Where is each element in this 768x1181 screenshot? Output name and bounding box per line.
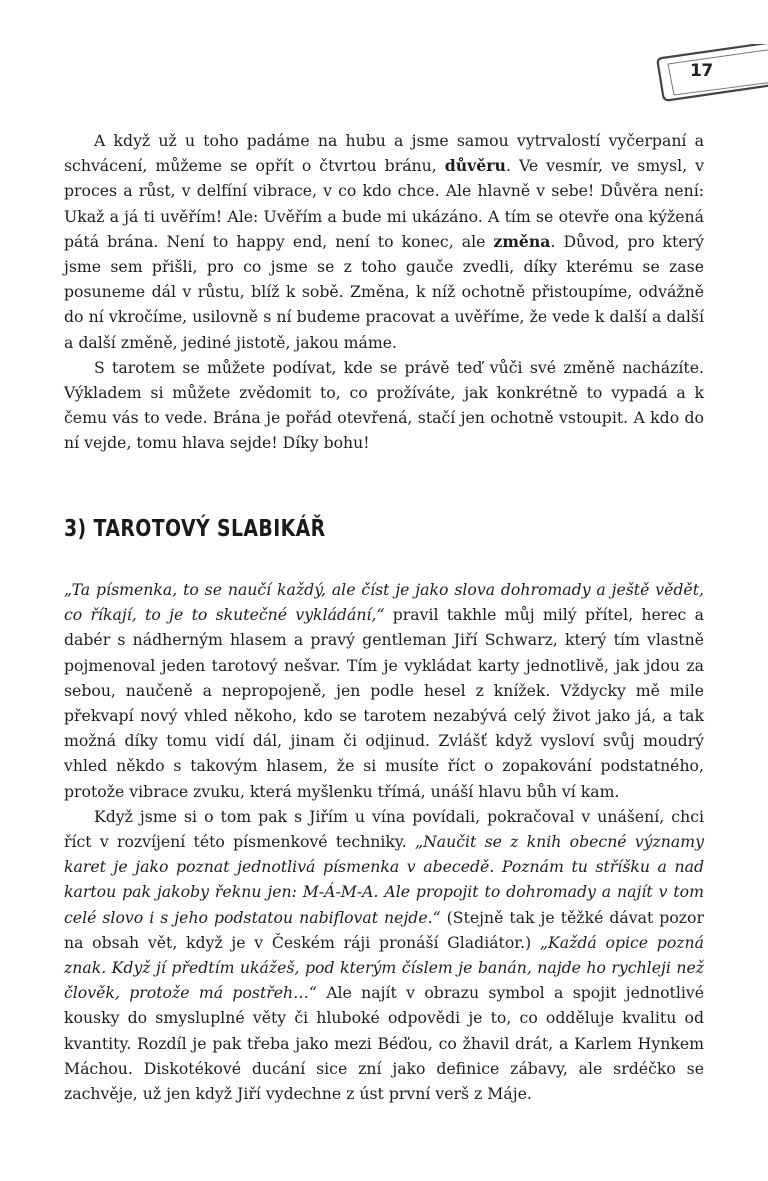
- section-1-text: [64, 128, 704, 456]
- paragraph-trust: [64, 128, 704, 355]
- italic-quote: „Naučit se z knih obecné významy karet je jako poznat jednotlivá písmenka v abecedě. Poznám tu stříšku a nad kartou pak jakoby řeknu jen: M-Á-M-A. Ale propojit to dohromady a najít v tom celé slovo i s jeho podstatou nabiflovat nejde.“: [64, 832, 705, 927]
- section-2-text: [64, 577, 704, 1106]
- paragraph-quote-schwarz: [64, 577, 704, 804]
- text-span: A když už u toho padáme na hubu a jsme samou vytrvalostí vyčerpaní a schvácení, můžeme se opřít o čtvrtou bránu,: [64, 131, 704, 176]
- text-span: Když jsme si o tom pak s Jiřím u vína povídali, pokračoval v unášení, chci říct v rozvíjení této písmenkové techniky.: [64, 806, 704, 852]
- text-span: (Stejně tak je těžké dávat pozor na obsah vět, když je v Českém ráji pronáší Gladiátor.): [64, 907, 704, 952]
- bold-term-change: změna: [493, 231, 551, 251]
- page-number-tab: [650, 44, 768, 102]
- paragraph-tarot-change: S tarotem se můžete podívat, kde se právě teď vůči své změně nacházíte. Výkladem si můžete zvědomit to, co prožíváte, jak konkrétně to vypadá a k čemu vás to vede. Brána je pořád otevřená, stačí jen ochotně vstoupit. A kdo do ní vejde, tomu hlava sejde! Díky bohu!: [64, 357, 704, 453]
- text-span: Ale najít v obrazu symbol a spojit jednotlivé kousky do smysluplné věty či hluboké odpovědi je to, co odděluje kvalitu od kvantity. Rozdíl je pak třeba jako mezi Béďou, co žhavil drát, a Karlem Hynkem Máchou. Diskotékové ducání sice zní jako definice zábavy, ale srdéčko se zachvěje, už jen když Jiří vydechne z úst první verš z Máje.: [64, 983, 705, 1104]
- italic-quote: „Ta písmenka, to se naučí každý, ale číst je jako slova dohromady a ještě vědět, co říkají, to je to skutečné vykládání,“: [64, 580, 704, 625]
- bold-term-trust: důvěru: [444, 156, 506, 176]
- text-span: . Ve vesmír, ve smysl, v proces a růst, v delfíní vibrace, v co kdo chce. Ale hlavně v sebe! Důvěra není: Ukaž a já ti uvěřím! Ale: Uvěřím a bude mi ukázáno. A tím se otevře ona kýžená pátá brána. Není to happy end, není to konec, ale: [64, 156, 704, 251]
- italic-quote: „Každá opice pozná znak. Když jí předtím ukážeš, pod kterým číslem je banán, najde ho rychleji než člověk, protože má postřeh…“: [64, 932, 704, 1003]
- section-heading: 3) TAROTOVÝ SLABIKÁŘ: [64, 516, 326, 542]
- page-number: 17: [690, 61, 713, 81]
- paragraph-letter-technique: [64, 804, 704, 1106]
- text-span: . Důvod, pro který jsme sem přišli, pro co jsme se z toho gauče zvedli, díky kterému se zase posuneme dál v růstu, blíž k sobě. Změna, k níž ochotně přistoupíme, odvážně do ní vkročíme, usilovně s ní budeme pracovat a uvěříme, že vede k další a další a další změně, jediné jistotě, jakou máme.: [64, 231, 704, 352]
- text-span: pravil takhle můj milý přítel, herec a dabér s nádherným hlasem a pravý gentleman Jiří Schwarz, který tím vlastně pojmenoval jeden tarotový nešvar. Tím je vykládat karty jednotlivě, jak jdou za sebou, naučeně a nepropojeně, jen podle hesel z knížek. Vždycky mě mile překvapí nový vhled někoho, kdo se tarotem nezabývá celý život jako já, a tak možná díky tomu vidí dál, jinam či odjinud. Zvlášť když vysloví svůj moudrý vhled někdo s takovým hlasem, že si musíte říct o zopakování podstatného, protože vibrace zvuku, která myšlenku třímá, unáší hlavu bůh ví kam.: [64, 605, 704, 801]
